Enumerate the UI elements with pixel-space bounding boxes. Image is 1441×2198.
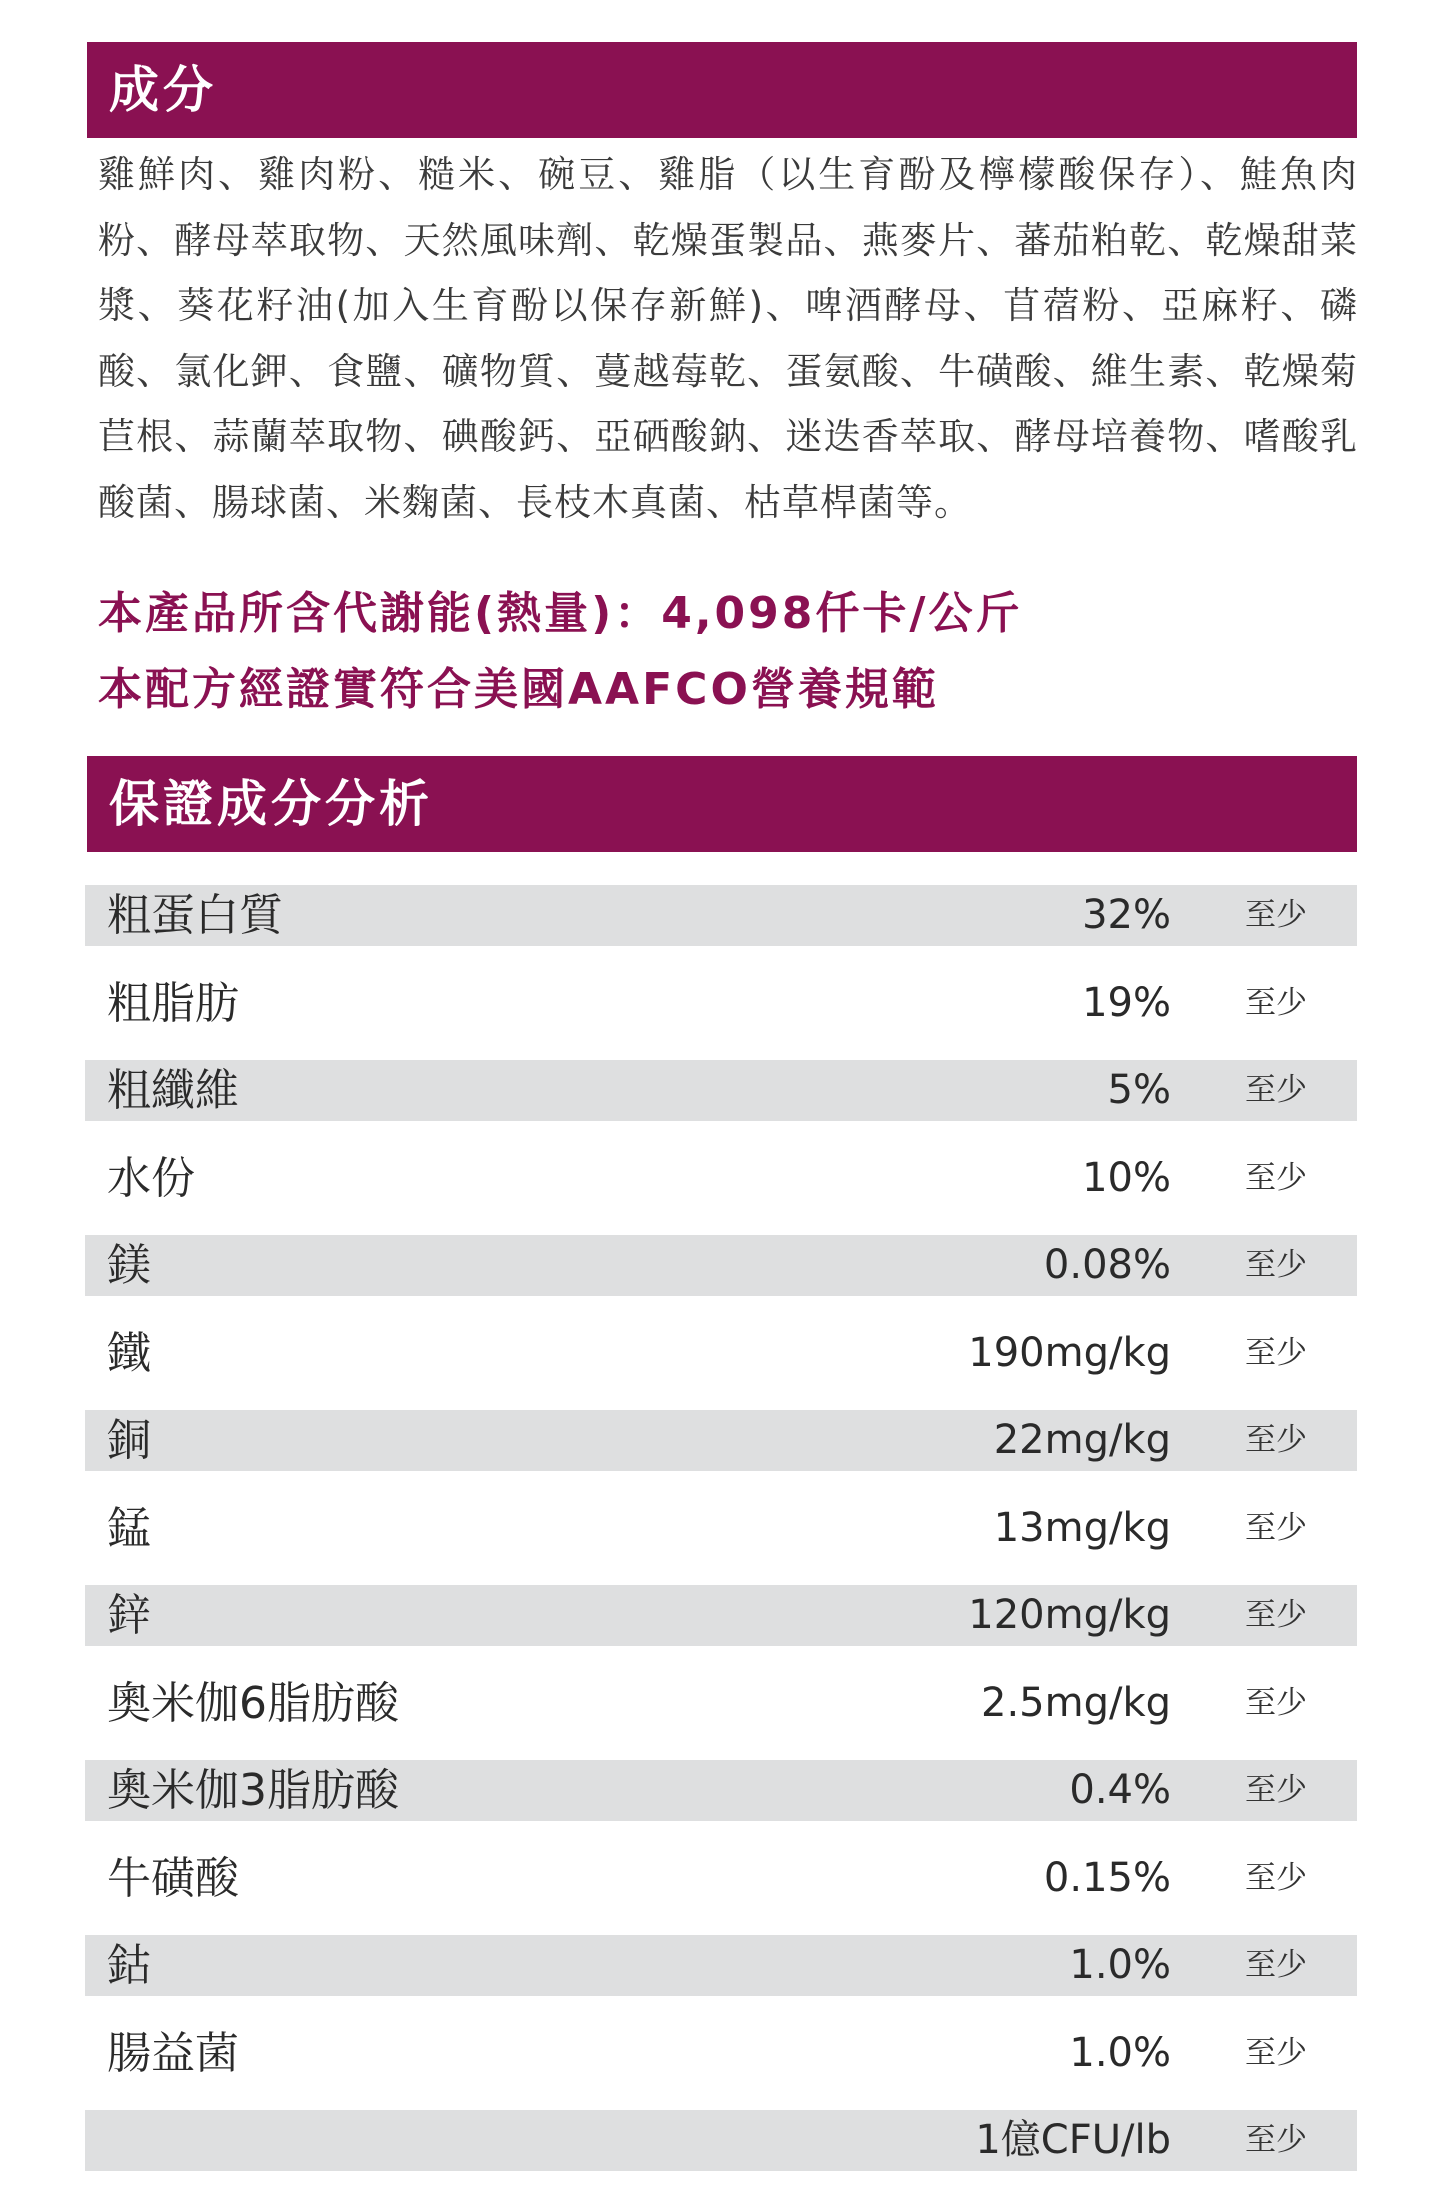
nutrient-value: 120mg/kg <box>968 1592 1171 1638</box>
guaranteed-analysis-header: 保證成分分析 <box>87 756 1357 852</box>
ingredients-header: 成分 <box>87 42 1357 138</box>
table-row <box>85 1323 1357 1411</box>
nutrient-name: 粗脂肪 <box>107 977 239 1029</box>
nutrient-qualifier: 至少 <box>1245 1684 1307 1721</box>
table-row <box>85 1410 1357 1498</box>
nutrient-value: 1.0% <box>1069 1942 1171 1988</box>
metabolizable-energy-text: 本產品所含代謝能(熱量)：4,098仟卡/公斤 <box>98 588 1023 639</box>
nutrient-name: 奧米伽6脂肪酸 <box>107 1677 399 1729</box>
table-row <box>85 1848 1357 1936</box>
aafco-statement: 本配方經證實符合美國AAFCO營養規範 <box>98 664 939 715</box>
table-row <box>85 2110 1357 2198</box>
nutrient-value: 190mg/kg <box>968 1329 1171 1376</box>
guaranteed-analysis-table <box>85 885 1357 2198</box>
table-row <box>85 1060 1357 1148</box>
nutrient-name: 粗蛋白質 <box>107 890 283 941</box>
nutrient-value: 19% <box>1082 979 1171 1026</box>
nutrient-qualifier: 至少 <box>1245 1509 1307 1546</box>
nutrient-qualifier: 至少 <box>1245 897 1307 933</box>
nutrient-qualifier: 至少 <box>1245 1334 1307 1371</box>
nutrient-name: 水份 <box>107 1152 195 1204</box>
nutrient-qualifier: 至少 <box>1245 1947 1307 1983</box>
nutrient-value: 1.0% <box>1069 2029 1171 2076</box>
nutrient-name: 腸益菌 <box>107 2027 239 2079</box>
nutrient-value: 0.4% <box>1069 1767 1171 1813</box>
nutrient-qualifier: 至少 <box>1245 1247 1307 1283</box>
nutrient-value: 32% <box>1082 892 1171 938</box>
nutrient-name: 鎂 <box>107 1240 151 1291</box>
nutrient-value: 0.15% <box>1043 1854 1171 1901</box>
nutrient-value: 0.08% <box>1043 1242 1171 1288</box>
nutrient-name: 銅 <box>107 1415 151 1466</box>
nutrient-qualifier: 至少 <box>1245 1859 1307 1896</box>
table-row <box>85 2023 1357 2111</box>
nutrient-qualifier: 至少 <box>1245 1597 1307 1633</box>
nutrient-qualifier: 至少 <box>1245 984 1307 1021</box>
nutrient-value: 2.5mg/kg <box>981 1679 1171 1726</box>
nutrient-name: 鋅 <box>107 1590 151 1641</box>
nutrient-value: 22mg/kg <box>993 1417 1171 1463</box>
nutrient-qualifier: 至少 <box>1245 1422 1307 1458</box>
table-row <box>85 1585 1357 1673</box>
ingredients-text: 雞鮮肉、雞肉粉、糙米、碗豆、雞脂（以生育酚及檸檬酸保存）、鮭魚肉粉、酵母萃取物、天然風味劑、乾燥蛋製品、燕麥片、蕃茄粕乾、乾燥甜菜漿、葵花籽油(加入生育酚以保存新鮮)、啤酒酵母、苜蓿粉、亞麻籽、磷酸、氯化鉀、食鹽、礦物質、蔓越莓乾、蛋氨酸、牛磺酸、維生素、乾燥菊苣根、蒜蘭萃取物、碘酸鈣、亞硒酸鈉、迷迭香萃取、酵母培養物、嗜酸乳酸菌、腸球菌、米麴菌、長枝木真菌、枯草桿菌等。 <box>98 153 1358 524</box>
table-row <box>85 1498 1357 1586</box>
nutrient-qualifier: 至少 <box>1245 2122 1307 2158</box>
nutrient-name: 粗纖維 <box>107 1065 239 1116</box>
nutrient-value: 1億CFU/lb <box>975 2117 1171 2163</box>
nutrient-name: 奧米伽3脂肪酸 <box>107 1765 399 1816</box>
table-row <box>85 1148 1357 1236</box>
table-row <box>85 973 1357 1061</box>
table-row <box>85 1235 1357 1323</box>
nutrient-name: 鐵 <box>107 1327 151 1379</box>
table-row <box>85 1935 1357 2023</box>
nutrient-name: 牛磺酸 <box>107 1852 239 1904</box>
nutrient-name: 鈷 <box>107 1940 151 1991</box>
nutrient-qualifier: 至少 <box>1245 2034 1307 2071</box>
nutrient-qualifier: 至少 <box>1245 1772 1307 1808</box>
nutrient-value: 10% <box>1082 1154 1171 1201</box>
table-row <box>85 885 1357 973</box>
nutrient-qualifier: 至少 <box>1245 1159 1307 1196</box>
nutrient-qualifier: 至少 <box>1245 1072 1307 1108</box>
table-row <box>85 1673 1357 1761</box>
nutrient-value: 13mg/kg <box>993 1504 1171 1551</box>
nutrient-name: 錳 <box>107 1502 151 1554</box>
table-row <box>85 1760 1357 1848</box>
nutrient-value: 5% <box>1107 1067 1171 1113</box>
